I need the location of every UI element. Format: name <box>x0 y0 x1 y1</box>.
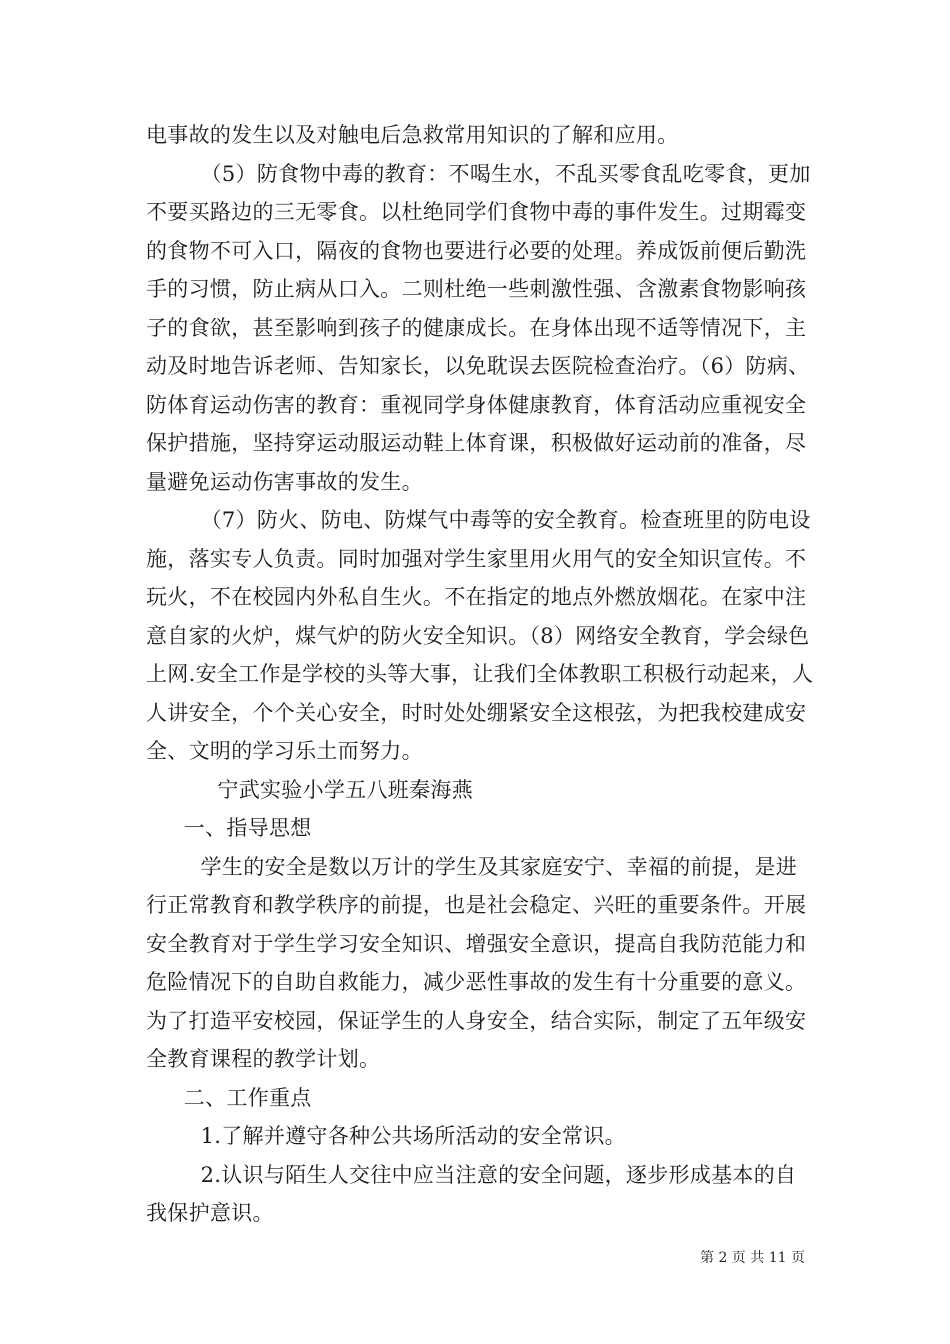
paragraph-food-poisoning: （5）防食物中毒的教育：不喝生水，不乱买零食乱吃零食，更加不要买路边的三无零食。以杜绝同学们食物中毒的事件发生。过期霉变的食物不可入口，隔夜的食物也要进行必要的处理。养成饭前便后勤洗手的习惯，防止病从口入。二则杜绝一些刺激性强、含激素食物影响孩子的食欲，甚至影响到孩子的健康成长。在身体出现不适等情况下，主动及时地告诉老师、告知家长，以免耽误去医院检查治疗。（6）防病、防体育运动伤害的教育：重视同学身体健康教育，体育活动应重视安全保护措施，坚持穿运动服运动鞋上体育课，积极做好运动前的准备，尽量避免运动伤害事故的发生。 <box>146 161 811 494</box>
document-body <box>146 116 814 1233</box>
author-signature: 宁武实验小学五八班秦海燕 <box>217 777 473 802</box>
section-heading-work-focus: 二、工作重点 <box>183 1085 312 1110</box>
list-item-1: 1.了解并遵守各种公共场所活动的安全常识。 <box>200 1124 626 1148</box>
section-heading-guiding-ideas: 一、指导思想 <box>183 816 312 840</box>
paragraph-continuation: 电事故的发生以及对触电后急救常用知识的了解和应用。 <box>146 123 679 147</box>
paragraph-fire-safety: （7）防火、防电、防煤气中毒等的安全教育。检查班里的防电设施，落实专人负责。同时加强对学生家里用火用气的安全知识宣传。不玩火，不在校园内外私自生火。不在指定的地点外燃放烟花。在家中注意自家的火炉，煤气炉的防火安全知识。（8）网络安全教育，学会绿色上网.安全工作是学校的头等大事，让我们全体教职工积极行动起来，人人讲安全，个个关心安全，时时处处绷紧安全这根弦，为把我校建成安全、文明的学习乐土而努力。 <box>146 508 814 763</box>
paragraph-guiding-ideas: 学生的安全是数以万计的学生及其家庭安宁、幸福的前提，是进行正常教育和教学秩序的前提，也是社会稳定、兴旺的重要条件。开展安全教育对于学生学习安全知识、增强安全意识，提高自我防范能力和危险情况下的自助自救能力，减少恶性事故的发生有十分重要的意义。为了打造平安校园，保证学生的人身安全，结合实际，制定了五年级安全教育课程的教学计划。 <box>146 854 807 1071</box>
list-item-2: 2.认识与陌生人交往中应当注意的安全问题，逐步形成基本的自我保护意识。 <box>146 1162 797 1225</box>
page-number-footer: 第 2 页 共 11 页 <box>700 1250 805 1266</box>
